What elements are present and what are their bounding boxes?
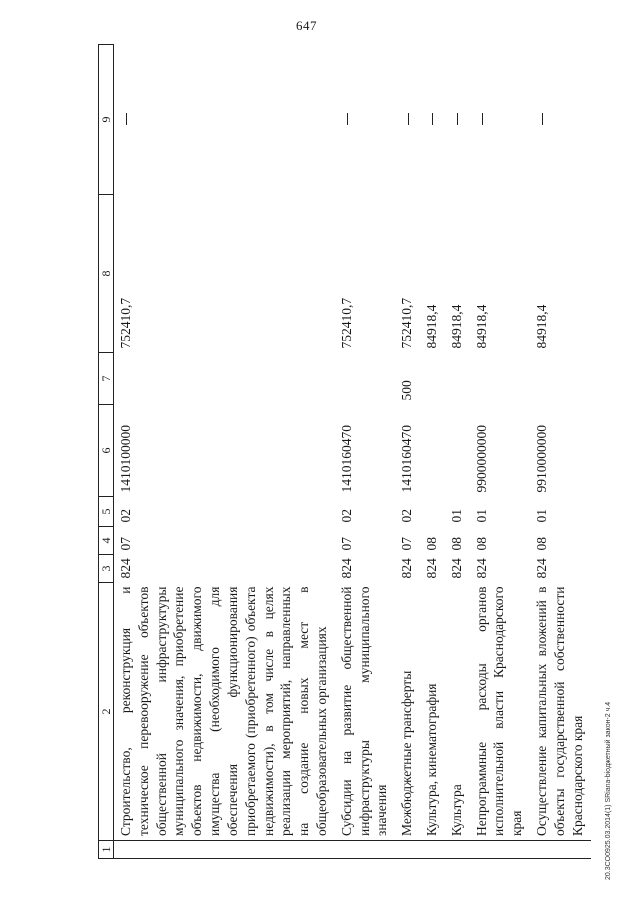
row-number-cell <box>420 841 445 859</box>
row-c7-cell <box>470 353 530 405</box>
row-number-cell <box>445 841 470 859</box>
header-row <box>99 45 114 859</box>
row-c3-cell: 824 <box>338 558 354 579</box>
row-c5-cell: 02 <box>118 509 133 523</box>
row-c5-cell: 01 <box>534 509 550 523</box>
col-header-1: 1 <box>99 841 114 859</box>
dash-mark <box>126 114 127 126</box>
row-c3-cell: 824 <box>399 558 415 579</box>
row-col9-dash <box>445 45 470 195</box>
row-c6-cell: 1410160470 <box>338 425 354 493</box>
row-name-cell: Культура <box>448 784 464 836</box>
row-col9-dash <box>395 45 420 195</box>
row-c7-cell: 500 <box>399 380 415 401</box>
row-c8-cell: 84918,4 <box>448 304 464 349</box>
dash-mark <box>482 114 483 126</box>
table-row <box>420 45 445 859</box>
table-row <box>470 45 530 859</box>
budget-table-rotated <box>98 45 598 859</box>
row-name-cell: Строительство, реконструкция и техническое перевооружение объектов общественной инфраструктуры муниципального значения, приобретение объектов недвижимости, движимого имущества (необходимого для обеспечения функционирования приобретаемого (приобретенного) объекта недвижимости), в том числе в целях реализации мероприятий, направленных на создание новых мест в общеобразовательных организациях <box>118 586 329 836</box>
col-header-6: 6 <box>99 405 114 497</box>
row-name-cell: Осуществление капитальных вложений в объекты государственной собственности Краснодарского края <box>534 586 585 836</box>
row-c3-cell: 824 <box>448 558 464 579</box>
col-header-3: 3 <box>99 555 114 583</box>
col-header-5: 5 <box>99 497 114 527</box>
row-c7-cell <box>445 353 470 405</box>
col-header-8: 8 <box>99 195 114 353</box>
row-c3-cell: 824 <box>534 558 550 579</box>
row-c6-cell <box>420 405 445 497</box>
row-c6-cell: 9910000000 <box>534 425 550 493</box>
row-c4-cell: 07 <box>118 537 133 551</box>
row-c7-cell <box>420 353 445 405</box>
row-name-cell: Межбюджетные трансферты <box>399 670 415 836</box>
row-number-cell <box>335 841 395 859</box>
row-col9-dash <box>335 45 395 195</box>
row-number-cell <box>470 841 530 859</box>
row-name-cell: Непрограммные расходы органов исполнительной власти Краснодарского края <box>473 586 525 836</box>
row-c4-cell: 08 <box>424 537 439 551</box>
row-c7-cell <box>114 353 335 405</box>
row-c3-cell: 824 <box>424 558 439 579</box>
row-c5-cell: 02 <box>338 509 354 523</box>
row-name-cell: Культура, кинематография <box>424 683 439 836</box>
table-row <box>114 45 335 859</box>
row-c4-cell: 07 <box>338 537 354 551</box>
row-c4-cell: 08 <box>473 537 489 551</box>
row-c6-cell <box>445 405 470 497</box>
budget-table <box>98 44 591 859</box>
row-c8-cell: 752410,7 <box>118 297 133 349</box>
dash-mark <box>457 114 458 126</box>
row-c7-cell <box>530 353 590 405</box>
row-c5-cell: 01 <box>473 509 489 523</box>
row-col9-dash <box>530 45 590 195</box>
row-c4-cell: 07 <box>399 537 415 551</box>
row-c5-cell <box>420 497 445 527</box>
row-c8-cell: 752410,7 <box>399 297 415 349</box>
table-row <box>445 45 470 859</box>
row-c3-cell: 824 <box>118 558 133 579</box>
dash-mark <box>542 114 543 126</box>
footer-document-code: 20.3CO0925.03.2014(1) SRiana-bioджетный закон-2 ч.4 <box>605 701 612 880</box>
page-number: 647 <box>296 18 317 33</box>
dash-mark <box>408 114 409 126</box>
table-row <box>335 45 395 859</box>
row-c6-cell: 9900000000 <box>473 425 489 493</box>
row-number-cell <box>395 841 420 859</box>
dash-mark <box>347 114 348 126</box>
row-c5-cell: 01 <box>448 509 464 523</box>
col-header-7: 7 <box>99 353 114 405</box>
dash-mark <box>432 114 433 126</box>
row-c4-cell: 08 <box>534 537 550 551</box>
row-c4-cell: 08 <box>448 537 464 551</box>
table-row <box>395 45 420 859</box>
col-header-4: 4 <box>99 527 114 555</box>
row-col9-dash <box>420 45 445 195</box>
row-c8-cell: 84918,4 <box>473 304 489 349</box>
row-name-cell: Субсидии на развитие общественной инфраструктуры муниципального значения <box>338 586 390 836</box>
row-c7-cell <box>335 353 395 405</box>
row-c6-cell: 1410100000 <box>118 425 133 493</box>
row-col9-dash <box>470 45 530 195</box>
row-c3-cell: 824 <box>473 558 489 579</box>
col-header-2: 2 <box>99 583 114 841</box>
row-c6-cell: 1410160470 <box>399 425 415 493</box>
table-row <box>530 45 590 859</box>
col-header-9: 9 <box>99 45 114 195</box>
row-number-cell <box>530 841 590 859</box>
row-c8-cell: 84918,4 <box>424 304 439 349</box>
row-c5-cell: 02 <box>399 509 415 523</box>
row-col9-dash <box>114 45 335 195</box>
row-c8-cell: 84918,4 <box>534 304 550 349</box>
row-number-cell <box>114 841 335 859</box>
row-c8-cell: 752410,7 <box>338 297 354 349</box>
